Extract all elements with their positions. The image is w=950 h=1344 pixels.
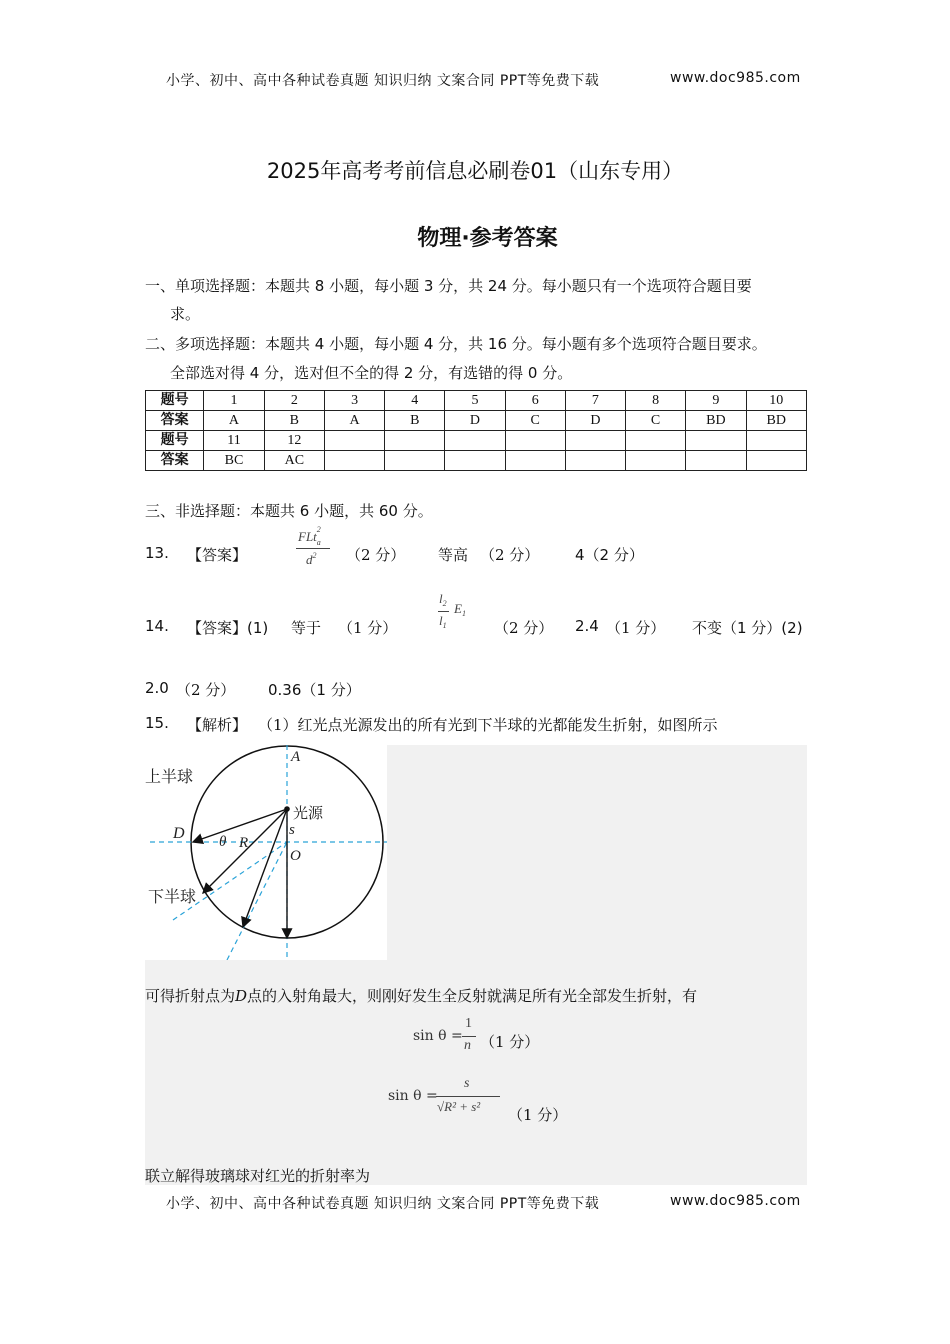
table-cell: 3 [325, 391, 385, 411]
q13-formula-den: d [306, 552, 313, 567]
q14-score3: （1 分） [606, 619, 666, 637]
table-cell: C [625, 411, 685, 431]
table-row-a1 [146, 411, 807, 431]
label-upper-hemisphere: 上半球 [145, 767, 194, 786]
table-row-q1 [146, 391, 807, 411]
q15-explain-a: 可得折射点为 [145, 987, 236, 1005]
q14-frac-num-sub: 2 [442, 599, 447, 608]
eq2-den: √R² + s² [437, 1099, 481, 1114]
table-cell [505, 451, 565, 471]
q15-figure [145, 745, 387, 960]
page-title: 2025年高考考前信息必刷卷01（山东专用） [266, 159, 684, 183]
q13-tag: 【答案】 [187, 546, 248, 564]
q14-frac-den: l [439, 613, 443, 628]
label-O: O [290, 848, 301, 864]
table-cell [625, 431, 685, 451]
row-label-question: 题号 [146, 391, 204, 411]
q13-number: 13. [145, 544, 169, 562]
section3-heading: 三、非选择题：本题共 6 小题，共 60 分。 [145, 502, 433, 520]
eq2-num: s [464, 1076, 470, 1091]
table-cell: BC [204, 451, 264, 471]
table-cell [746, 451, 806, 471]
q14-number: 14. [145, 617, 169, 635]
table-cell: 5 [445, 391, 505, 411]
label-A: A [291, 749, 301, 765]
q15-explain-D: D [235, 987, 248, 1005]
row-label-question: 题号 [146, 431, 204, 451]
table-cell: 7 [565, 391, 625, 411]
q14-frac-num: l [439, 591, 443, 606]
q14-frac-tail-sub: 1 [461, 609, 466, 618]
table-cell [565, 451, 625, 471]
table-cell: 1 [204, 391, 264, 411]
q13-score1: （2 分） [346, 546, 406, 564]
q15-explain-line [145, 985, 697, 1006]
q15-text: （1）红光点光源发出的所有光到下半球的光都能发生折射，如图所示 [258, 716, 718, 734]
q13-score2: （2 分） [480, 546, 540, 564]
fraction-bar [462, 1036, 476, 1037]
table-cell [565, 431, 625, 451]
eq1-left: sin θ = [413, 1028, 463, 1044]
table-cell: 4 [385, 391, 445, 411]
q14-line2-b: 0.36（1 分） [268, 681, 361, 699]
table-cell [746, 431, 806, 451]
table-cell: 10 [746, 391, 806, 411]
table-cell: BD [746, 411, 806, 431]
q14-ans4: 不变（1 分）(2) [692, 619, 803, 637]
table-cell: C [505, 411, 565, 431]
eq1-score: （1 分） [480, 1033, 540, 1051]
page-subtitle: 物理·参考答案 [417, 226, 558, 251]
table-cell: 12 [264, 431, 324, 451]
table-cell: AC [264, 451, 324, 471]
q14-tag: 【答案】(1) [187, 619, 269, 637]
table-cell: 9 [686, 391, 746, 411]
q13-formula [296, 527, 330, 571]
table-cell: 11 [204, 431, 264, 451]
table-row-q2 [146, 431, 807, 451]
section1-line1: 一、单项选择题：本题共 8 小题，每小题 3 分，共 24 分。每小题只有一个选项符合题目要 [145, 277, 752, 295]
eq1-num: 1 [465, 1016, 472, 1031]
section2-line2: 全部选对得 4 分，选对但不全的得 2 分，有选错的得 0 分。 [170, 364, 573, 382]
table-cell: A [325, 411, 385, 431]
table-cell: D [445, 411, 505, 431]
fraction-bar [438, 611, 449, 612]
q14-score1: （1 分） [338, 619, 398, 637]
table-cell [385, 431, 445, 451]
table-cell: BD [686, 411, 746, 431]
table-cell [505, 431, 565, 451]
q14-ans3: 2.4 [575, 617, 599, 635]
table-cell: A [204, 411, 264, 431]
eq1-fraction [462, 1016, 476, 1058]
label-theta: θ [219, 834, 227, 850]
table-cell [325, 451, 385, 471]
q14-line2-a-score: （2 分） [176, 681, 236, 699]
table-row-a2 [146, 451, 807, 471]
fraction-bar [436, 1096, 500, 1097]
label-D: D [173, 825, 185, 842]
eq2-left: sin θ = [388, 1088, 438, 1104]
label-lower-hemisphere: 下半球 [148, 887, 197, 906]
q15-tag: 【解析】 [187, 716, 248, 734]
table-cell [385, 451, 445, 471]
table-cell [445, 431, 505, 451]
table-cell [686, 431, 746, 451]
ray-2 [203, 809, 287, 893]
label-light-source: 光源 [293, 804, 324, 822]
header-url[interactable]: www.doc985.com [670, 70, 801, 86]
table-cell: B [264, 411, 324, 431]
label-s: s [289, 822, 295, 838]
q15-conclusion: 联立解得玻璃球对红光的折射率为 [145, 1167, 371, 1185]
table-cell [686, 451, 746, 471]
q14-frac-den-sub: 1 [442, 621, 447, 630]
q13-formula-den-sup: 2 [312, 551, 317, 560]
table-cell: 2 [264, 391, 324, 411]
table-cell [445, 451, 505, 471]
q13-formula-num: FLt [298, 529, 317, 544]
q15-number: 15. [145, 714, 169, 732]
eq2-score: （1 分） [508, 1106, 568, 1124]
q14-formula [438, 590, 474, 636]
q13-ans2: 等高 [438, 546, 469, 564]
q15-explain-b: 点的入射角最大，则刚好发生全反射就满足所有光全部发生折射，有 [247, 987, 698, 1005]
q14-line2-a: 2.0 [145, 679, 169, 697]
table-cell: 8 [625, 391, 685, 411]
table-cell [625, 451, 685, 471]
section1-line2: 求。 [170, 305, 201, 323]
section2-line1: 二、多项选择题：本题共 4 小题，每小题 4 分，共 16 分。每小题有多个选项符合题目要求。 [145, 335, 767, 353]
fraction-bar [296, 548, 330, 549]
q13-formula-sub: a [316, 538, 321, 547]
table-cell: D [565, 411, 625, 431]
header-text: 小学、初中、高中各种试卷真题 知识归纳 文案合同 PPT等免费下载 [166, 73, 600, 89]
q13-ans3: 4（2 分） [575, 546, 644, 564]
answer-table [145, 390, 807, 471]
eq2-fraction [436, 1076, 500, 1120]
q13-formula-sup: 2 [316, 525, 321, 534]
row-label-answer: 答案 [146, 411, 204, 431]
table-cell: B [385, 411, 445, 431]
table-cell [325, 431, 385, 451]
q14-frac-tail: E [454, 601, 462, 616]
eq1-den: n [464, 1038, 471, 1053]
row-label-answer: 答案 [146, 451, 204, 471]
table-cell: 6 [505, 391, 565, 411]
label-R: R [239, 835, 249, 851]
q14-score2: （2 分） [494, 619, 554, 637]
footer-text: 小学、初中、高中各种试卷真题 知识归纳 文案合同 PPT等免费下载 [166, 1196, 600, 1212]
q14-ans1: 等于 [291, 619, 322, 637]
footer-url[interactable]: www.doc985.com [670, 1193, 801, 1209]
